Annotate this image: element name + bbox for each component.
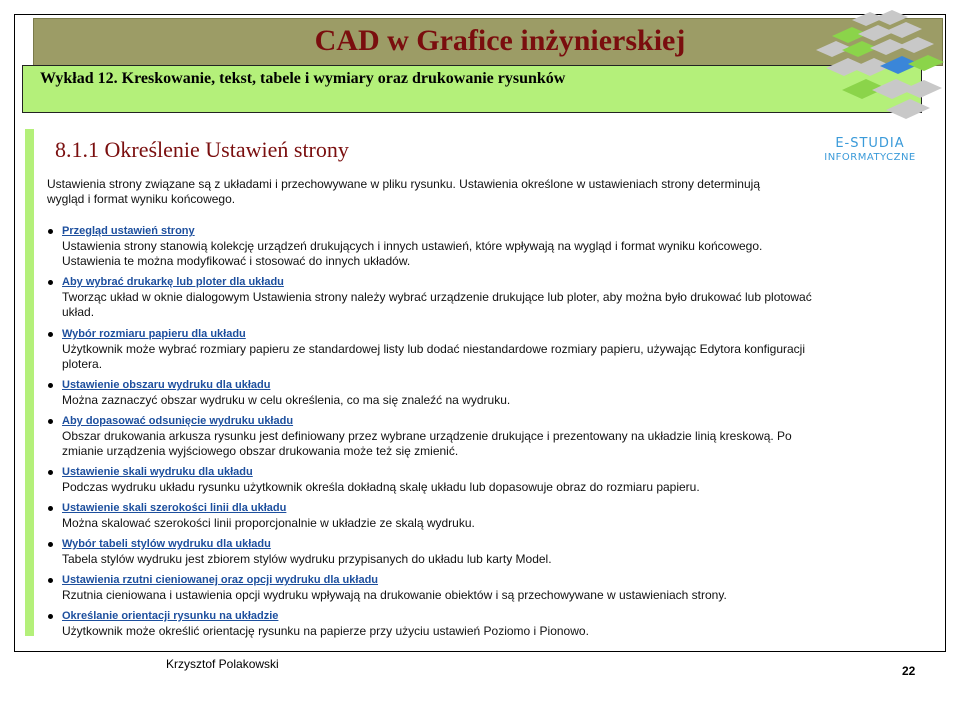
footer-author: Krzysztof Polakowski [166,657,279,671]
topic-link[interactable]: Wybór tabeli stylów wydruku dla układu [62,538,271,550]
topic-link[interactable]: Przegląd ustawień strony [62,225,195,237]
bullet-icon [48,506,53,511]
section-title: 8.1.1 Określenie Ustawień strony [55,137,349,162]
topic-description: Obszar drukowania arkusza rysunku jest definiowany przez wybrane urządzenie drukujące i prezentowany na układzie linią kreskową. Po zmianie urządzenia wyjściowego obszar drukowania może też się zmienić. [62,429,792,458]
main-title: CAD w Grafice inżynierskiej [314,24,686,57]
bullet-icon [48,470,53,475]
list-item [44,573,814,603]
bullet-icon [48,280,53,285]
topic-link[interactable]: Wybór rozmiaru papieru dla układu [62,328,246,340]
logo-text [815,137,925,165]
topic-list [44,224,814,639]
list-item [44,537,814,567]
bullet-icon [48,229,53,234]
topic-description: Tabela stylów wydruku jest zbiorem stylów wydruku przypisanych do układu lub karty Model. [62,552,552,566]
list-item [44,275,814,320]
list-item [44,501,814,531]
list-item [44,224,814,269]
bullet-icon [48,383,53,388]
topic-description: Podczas wydruku układu rysunku użytkownik określa dokładną skalę układu lub dopasowuje obraz do rozmiaru papieru. [62,480,700,494]
topic-description: Użytkownik może określić orientację rysunku na papierze przy użyciu ustawień Poziomo i Pionowo. [62,624,589,638]
lecture-subtitle: Wykład 12. Kreskowanie, tekst, tabele i wymiary oraz drukowanie rysunków [40,70,566,87]
list-item [44,609,814,639]
page-number: 22 [902,664,916,678]
topic-link[interactable]: Ustawienie skali wydruku dla układu [62,466,253,478]
section-intro: Ustawienia strony związane są z układami i przechowywane w pliku rysunku. Ustawienia określone w ustawieniach strony determinują wygląd i format wyniku końcowego. [47,177,760,206]
list-item [44,414,814,459]
logo-line-1: E-STUDIA [835,136,905,151]
list-item [44,327,814,372]
topic-description: Można zaznaczyć obszar wydruku w celu określenia, co ma się znaleźć na wydruku. [62,393,511,407]
bullet-icon [48,542,53,547]
topic-link[interactable]: Aby dopasować odsunięcie wydruku układu [62,415,294,427]
list-item [44,465,814,495]
topic-link[interactable]: Ustawienie obszaru wydruku dla układu [62,379,271,391]
topic-description: Ustawienia strony stanowią kolekcję urządzeń drukujących i innych ustawień, które wpływają na wygląd i format wyniku końcowego. Ustawienia te można modyfikować i stosować do innych układów. [62,239,763,268]
bullet-icon [48,578,53,583]
topic-description: Użytkownik może wybrać rozmiary papieru ze standardowej listy lub dodać niestandardowe rozmiary papieru, używając Edytora konfiguracji plotera. [62,342,806,371]
content-accent-bar [25,129,34,636]
logo-line-2: INFORMATYCZNE [824,152,916,163]
list-item [44,378,814,408]
bullet-icon [48,614,53,619]
logo-tiles [816,10,944,119]
topic-link[interactable]: Określanie orientacji rysunku na układzie [62,610,279,622]
bullet-icon [48,419,53,424]
topic-link[interactable]: Ustawienie skali szerokości linii dla układu [62,502,287,514]
topic-description: Rzutnia cieniowana i ustawienia opcji wydruku wpływają na drukowanie obiektów i są przechowywane w ustawieniach strony. [62,588,727,602]
topic-link[interactable]: Aby wybrać drukarkę lub ploter dla układu [62,276,284,288]
e-studia-logo [812,6,947,124]
topic-description: Tworząc układ w oknie dialogowym Ustawienia strony należy wybrać urządzenie drukujące lub ploter, aby można było drukować lub plotować układ. [62,290,812,319]
bullet-icon [48,332,53,337]
topic-description: Można skalować szerokości linii proporcjonalnie w układzie ze skalą wydruku. [62,516,475,530]
topic-link[interactable]: Ustawienia rzutni cieniowanej oraz opcji wydruku dla układu [62,574,379,586]
